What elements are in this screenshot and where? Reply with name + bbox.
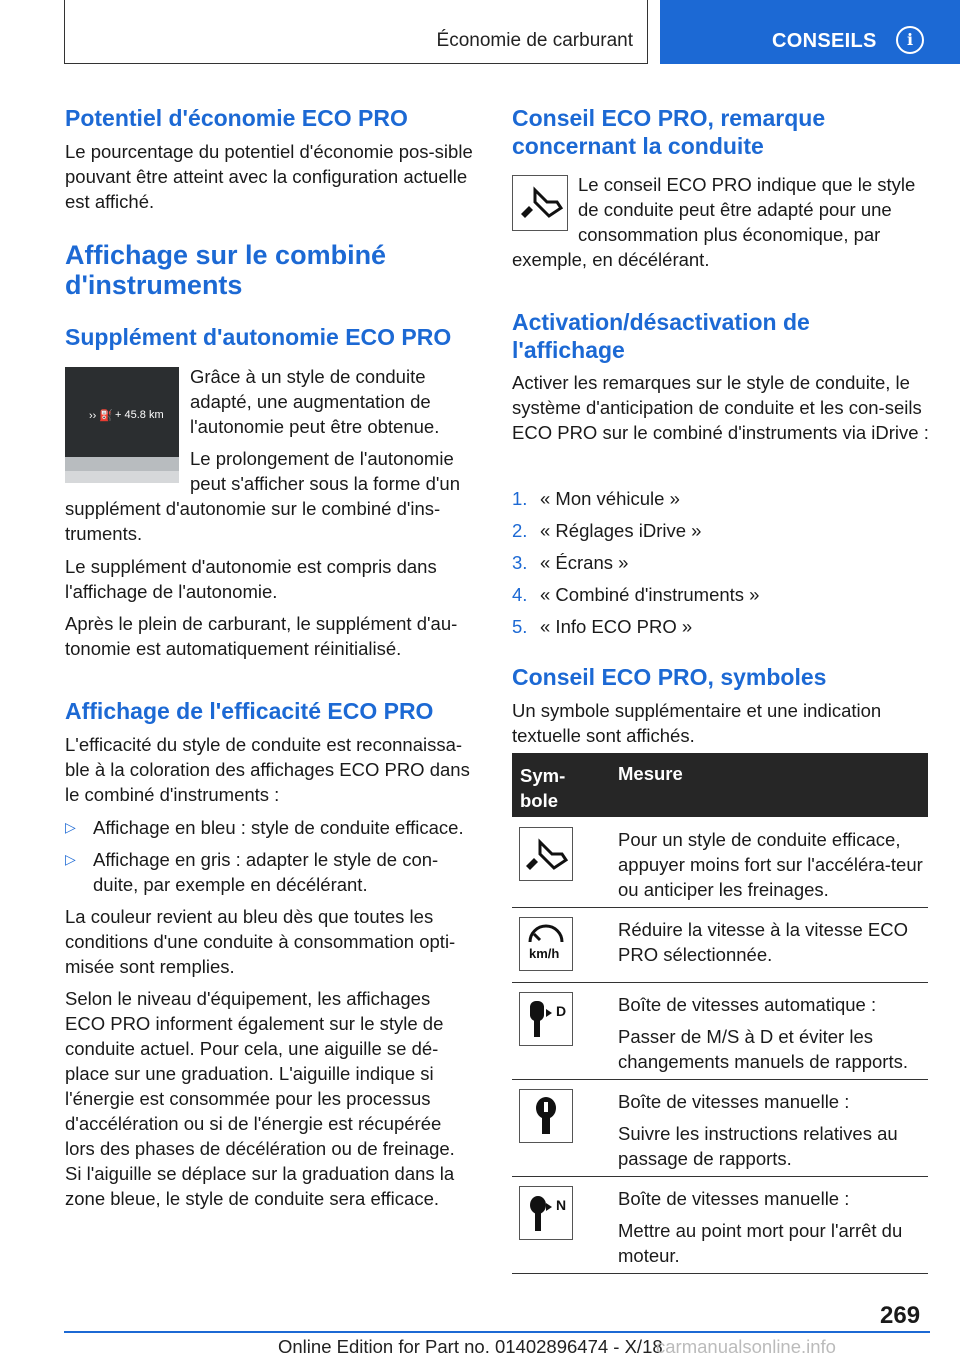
table-row-divider	[512, 907, 928, 908]
gear-lever-d-icon: D	[519, 992, 573, 1046]
text-symboles: Un symbole supplémentaire et une indication textuelle sont affichés.	[512, 700, 882, 746]
text-prolong-b: supplément d'autonomie sur le combiné d'ins-truments.	[65, 498, 441, 544]
text-conseil-b: exemple, en décélérant.	[512, 249, 710, 270]
display-bar-lower	[65, 471, 179, 483]
text-conseil: Le conseil ECO PRO indique que le style de conduite peut être adapté pour une consommation plus économique, par	[578, 174, 916, 245]
info-icon[interactable]: i	[896, 26, 924, 54]
gear-lever-icon	[519, 1089, 573, 1143]
table-row-divider	[512, 1176, 928, 1177]
gear-lever-n-icon: N	[519, 1186, 573, 1240]
footer-divider	[64, 1331, 930, 1333]
table-header	[512, 753, 928, 817]
text-activation: Activer les remarques sur le style de conduite, le système d'anticipation de conduite et les con-seils ECO PRO sur le combiné d'instruments via iDrive :	[512, 372, 929, 443]
header-section	[64, 0, 648, 64]
eco-pro-tip-icon	[512, 175, 568, 231]
page-number: 269	[880, 1302, 921, 1329]
list-item: ▷ Affichage en gris : adapter le style de con-duite, par exemple en décélérant.	[65, 849, 439, 895]
header-section-title: Économie de carburant	[436, 30, 633, 51]
heading-symboles: Conseil ECO PRO, symboles	[512, 664, 827, 690]
table-row-divider	[512, 982, 928, 983]
speedometer-icon: km/h	[519, 917, 573, 971]
col-mesure: Mesure	[618, 763, 683, 784]
footer-edition: Online Edition for Part no. 01402896474 - X/18	[278, 1336, 663, 1357]
table-row: Pour un style de conduite efficace, appuyer moins fort sur l'accéléra-teur ou anticiper les freinages.	[618, 829, 923, 900]
text-apres: Après le plein de carburant, le supplément d'au-tonomie est automatiquement réinitialisé.	[65, 613, 458, 659]
display-arrows-icon: ›› ⛽	[89, 410, 114, 422]
list-item: ▷ Affichage en bleu : style de conduite efficace.	[65, 817, 464, 838]
text-couleur: La couleur revient au bleu dès que toutes les conditions d'une conduite à consommation opti-misée sont remplies.	[65, 906, 456, 977]
text-potentiel: Le pourcentage du potentiel d'économie pos-sible pouvant être atteint avec la configuration actuelle est affiché.	[65, 141, 473, 212]
table-row: Boîte de vitesses manuelle :	[618, 1091, 850, 1112]
header-tab-label: CONSEILS	[772, 30, 877, 52]
triangle-bullet-icon: ▷	[65, 851, 76, 867]
header-tab-conseils[interactable]	[660, 0, 960, 64]
display-bar	[65, 457, 179, 471]
table-row-divider	[512, 1273, 928, 1274]
text-prolong-a: Le prolongement de l'autonomie peut s'afficher sous la forme d'un	[190, 448, 460, 494]
table-row: Boîte de vitesses manuelle :	[618, 1188, 850, 1209]
text-selon: Selon le niveau d'équipement, les affichages ECO PRO informent également sur le style de conduite actuel. Pour cela, une aiguille se dé-place sur une graduation. L'aiguille indique si l'énergie est consommée pour les processus d'accélération ou si de l'énergie est récupérée lors des phases de décélération ou de freinage. Si l'aiguille se déplace sur la graduation dans la zone bleue, le style de conduite sera efficace.	[65, 988, 455, 1209]
table-row-detail: Passer de M/S à D et éviter les changements manuels de rapports.	[618, 1026, 909, 1072]
text-grace: Grâce à un style de conduite adapté, une augmentation de l'autonomie peut être obtenue.	[190, 366, 440, 437]
text-efficacite: L'efficacité du style de conduite est reconnaissa-ble à la coloration des affichages ECO PRO dans le combiné d'instruments :	[65, 734, 470, 805]
heading-activation: Activation/désactivation de l'affichage	[512, 309, 810, 363]
display-range-text: + 45.8 km	[115, 409, 164, 421]
table-row-detail: Mettre au point mort pour l'arrêt du moteur.	[618, 1220, 903, 1266]
heading-potentiel: Potentiel d'économie ECO PRO	[65, 105, 408, 131]
table-row: Réduire la vitesse à la vitesse ECO PRO sélectionnée.	[618, 919, 908, 965]
heading-efficacite: Affichage de l'efficacité ECO PRO	[65, 698, 434, 724]
table-row: Boîte de vitesses automatique :	[618, 994, 877, 1015]
table-row-detail: Suivre les instructions relatives au passage de rapports.	[618, 1123, 898, 1169]
triangle-bullet-icon: ▷	[65, 819, 76, 835]
heading-conseil: Conseil ECO PRO, remarque concernant la conduite	[512, 105, 826, 159]
heading-supplement: Supplément d'autonomie ECO PRO	[65, 324, 452, 350]
watermark: carmanualsonline.info	[656, 1336, 836, 1357]
heading-affichage: Affichage sur le combiné d'instruments	[65, 240, 387, 300]
foot-pedal-icon	[519, 827, 573, 881]
instrument-display-image	[65, 367, 179, 483]
table-row-divider	[512, 1079, 928, 1080]
col-symbole: Sym-bole	[520, 765, 566, 811]
text-compris: Le supplément d'autonomie est compris dans l'affichage de l'autonomie.	[65, 556, 437, 602]
